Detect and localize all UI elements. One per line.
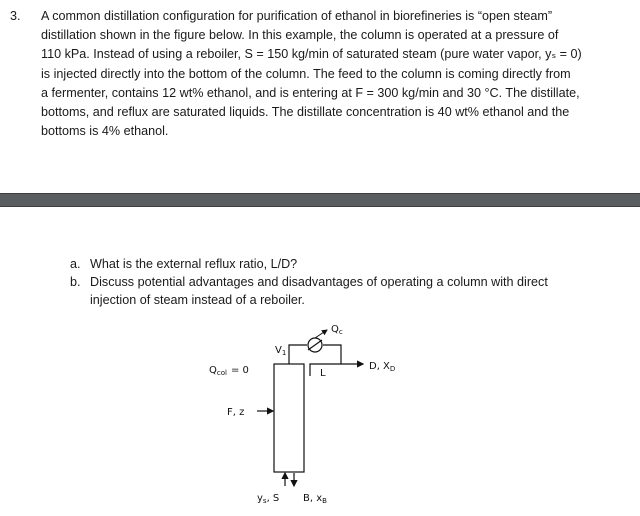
problem-line: bottoms, and reflux are saturated liquids. The distillate concentration is 40 wt% ethanol and the (41, 105, 570, 120)
bottoms-label: B, $x_B$ (303, 493, 327, 505)
question-text: Discuss potential advantages and disadvantages of operating a column with direct injection of steam instead of a reboiler. (90, 275, 548, 307)
question-b (70, 273, 590, 309)
problem-number: 3. (10, 9, 21, 23)
condenser-outlet-line (323, 345, 341, 364)
problem-line: is injected directly into the bottom of the column. The feed to the column is coming directly from (41, 66, 571, 81)
problem-text (41, 7, 632, 141)
question-list (70, 255, 590, 309)
question-label: b. (70, 275, 81, 289)
steam-label: $y_s$, S (257, 493, 280, 505)
distillate-label: D, $X_D$ (369, 361, 396, 373)
problem-line: a fermenter, contains 12 wt% ethanol, and is entering at F = 300 kg/min and 30 °C. The distillate, (41, 85, 580, 100)
question-a (70, 255, 590, 273)
qc-label: $Q_c$ (331, 324, 343, 336)
problem-line: A common distillation configuration for purification of ethanol in biorefineries is “open steam” (41, 9, 553, 23)
column-body (274, 364, 304, 472)
section-divider (0, 193, 640, 207)
question-text: What is the external reflux ratio, L/D? (90, 257, 298, 271)
problem-line: 110 kPa. Instead of using a reboiler, S = 150 kg/min of saturated steam (pure water vapor, yₛ = 0) (41, 47, 582, 62)
condenser-icon (308, 330, 327, 352)
qcol-label: $Q_{col} = 0$ (209, 365, 249, 377)
vapor-line (289, 345, 307, 364)
v1-label: $V_1$ (275, 345, 287, 357)
distillation-diagram (195, 318, 435, 510)
problem-line: bottoms is 4% ethanol. (41, 124, 169, 139)
question-label: a. (70, 257, 81, 271)
problem-statement (10, 7, 632, 141)
problem-line: distillation shown in the figure below. In this example, the column is operated at a pressure of (41, 28, 559, 43)
feed-label: F, z (227, 407, 245, 418)
reflux-label: L (320, 368, 326, 379)
